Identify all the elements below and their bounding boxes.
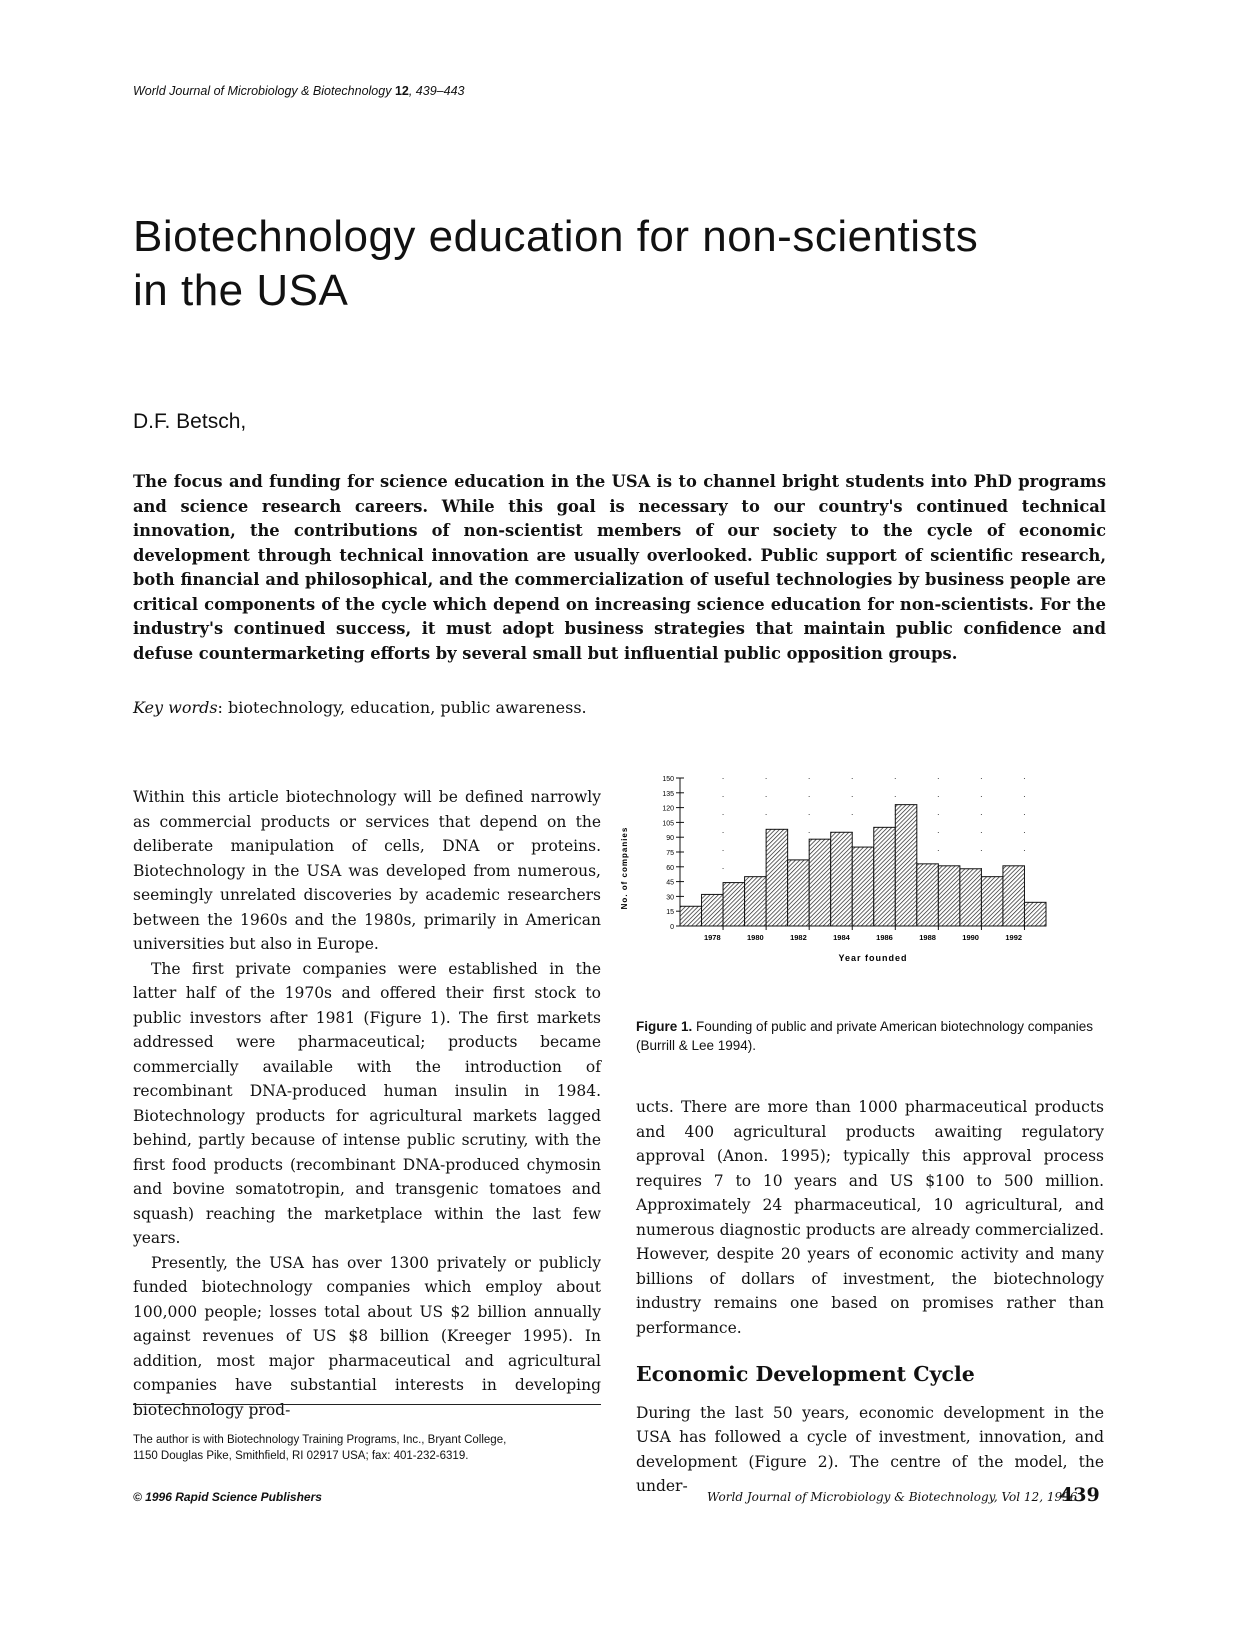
article-title <box>133 210 1133 318</box>
figure-1-chart <box>620 776 1104 1010</box>
bar <box>723 883 745 926</box>
y-tick-label: 60 <box>666 864 674 872</box>
running-head <box>133 84 464 98</box>
bar <box>809 839 831 926</box>
x-tick-label: 1990 <box>962 933 979 942</box>
y-tick-label: 45 <box>666 879 674 887</box>
x-tick-label: 1984 <box>833 933 850 942</box>
paragraph: During the last 50 years, economic development in the USA has followed a cycle of investment, innovation, and development (Figure 2). The centre of the model, the under- <box>636 1403 1104 1495</box>
x-tick-label: 1986 <box>876 933 893 942</box>
keywords <box>133 698 587 717</box>
section-heading: Economic Development Cycle <box>636 1362 975 1386</box>
y-tick-label: 30 <box>666 894 674 902</box>
bar <box>895 805 917 926</box>
paragraph: ucts. There are more than 1000 pharmaceutical products and 400 agricultural products awaiting regulatory approval (Anon. 1995); typically this approval process requires 7 to 10 years and US $100 to 500 million. Approximately 24 pharmaceutical, 10 agricultural, and numerous diagnostic products are already commercialized. However, despite 20 years of economic activity and many billions of dollars of investment, the biotechnology industry remains one based on promises rather than performance. <box>636 1098 1104 1337</box>
author: D.F. Betsch, <box>133 410 247 433</box>
journal-volume: 12 <box>394 84 409 98</box>
figure-caption <box>636 1017 1106 1055</box>
abstract: The focus and funding for science education in the USA is to channel bright students into PhD programs and science research careers. While this goal is necessary to our country's continued technical innovation, the contributions of non-scientist members of our society to the cycle of economic development through technical innovation are usually overlooked. Public support of scientific research, both financial and philosophical, and the commercialization of useful technologies by business people are critical components of the cycle which depend on increasing science education for non-scientists. For the industry's continued success, it must adopt business strategies that maintain public confidence and defuse countermarketing efforts by several small but influential public opposition groups. <box>133 472 1106 663</box>
title-line-2: in the USA <box>133 266 349 315</box>
bar <box>831 832 853 926</box>
bar <box>852 847 874 926</box>
x-axis-title: Year founded <box>838 953 908 963</box>
page-number: 439 <box>1060 1484 1100 1506</box>
left-column <box>133 785 601 1422</box>
bar <box>766 829 788 926</box>
author-footnote <box>133 1432 603 1464</box>
bar <box>702 894 724 926</box>
x-tick-label: 1978 <box>703 933 721 942</box>
y-axis-title: No. of companies <box>620 826 629 910</box>
bar <box>981 877 1003 926</box>
bar <box>1024 902 1046 926</box>
keywords-text: : biotechnology, education, public awareness. <box>217 698 587 717</box>
bar <box>917 864 939 926</box>
bar <box>874 827 896 926</box>
journal-name: World Journal of Microbiology & Biotechnology <box>133 84 392 98</box>
paragraph: Within this article biotechnology will be defined narrowly as commercial products or services that depend on the deliberate manipulation of cells, DNA or proteins. Biotechnology in the USA was developed from numerous, seemingly unrelated discoveries by academic researchers between the 1960s and the 1980s, primarily in American universities but also in Europe. <box>133 788 601 953</box>
paragraph: The first private companies were established in the latter half of the 1970s and offered their first stock to public investors after 1981 (Figure 1). The first markets addressed were pharmaceutical; products became commercially available with the introduction of recombinant DNA-produced human insulin in 1984. Biotechnology products for agricultural markets lagged behind, partly because of intense public scrutiny, with the first food products (recombinant DNA-produced chymosin and bovine somatotropin, and transgenic tomatoes and squash) reaching the marketplace within the last few years. <box>133 959 601 1247</box>
right-column <box>636 1095 1104 1499</box>
bar <box>745 877 767 926</box>
footnote-divider <box>133 1404 601 1405</box>
bar <box>680 906 702 926</box>
footnote-line: The author is with Biotechnology Training Programs, Inc., Bryant College, <box>133 1434 507 1446</box>
x-tick-label: 1980 <box>747 933 764 942</box>
y-tick-label: 75 <box>666 850 674 857</box>
journal-pages: , 439–443 <box>408 84 465 98</box>
y-tick-label: 15 <box>666 909 674 917</box>
page-footer: World Journal of Microbiology & Biotechnology, Vol 12, 1996 <box>707 1490 1078 1504</box>
x-tick-label: 1992 <box>1005 933 1023 942</box>
bar <box>788 860 810 926</box>
y-tick-label: 105 <box>662 820 674 828</box>
bar <box>1003 866 1025 926</box>
y-tick-label: 135 <box>662 790 674 798</box>
y-tick-label: 120 <box>662 805 674 813</box>
title-line-1: Biotechnology education for non-scientists <box>133 212 979 261</box>
copyright: © 1996 Rapid Science Publishers <box>133 1490 322 1504</box>
paragraph: Presently, the USA has over 1300 privately or publicly funded biotechnology companies which employ about 100,000 people; losses total about US $2 billion annually against revenues of US $8 billion (Kreeger 1995). In addition, most major pharmaceutical and agricultural companies have substantial interests in developing biotechnology prod- <box>133 1253 601 1419</box>
y-tick-label: 90 <box>666 835 674 843</box>
bar <box>960 869 982 926</box>
x-tick-label: 1988 <box>919 933 936 942</box>
keywords-label: Key words <box>133 698 218 717</box>
figure-caption-text: Founding of public and private American biotechnology companies (Burrill & Lee 1994). <box>636 1019 1094 1053</box>
figure-label: Figure 1. <box>636 1019 693 1034</box>
y-tick-label: 150 <box>662 776 674 783</box>
y-tick-label: 0 <box>670 924 674 931</box>
x-tick-label: 1982 <box>790 933 807 942</box>
bar <box>938 866 960 926</box>
footnote-line: 1150 Douglas Pike, Smithfield, RI 02917 USA; fax: 401-232-6319. <box>133 1450 469 1462</box>
